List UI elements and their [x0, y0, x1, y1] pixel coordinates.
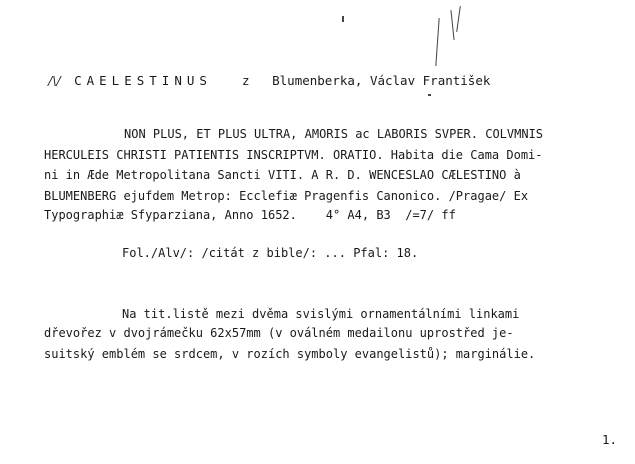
format-line: Fol./Alv/: /citát z bible/: ... Pfal: 18.	[122, 246, 419, 260]
pencil-mark-stroke	[435, 18, 439, 66]
note-line-3: suitský emblém se srdcem, v rozích symboly evangelistů); marginálie.	[44, 347, 536, 361]
title-line-5: Typographiæ Sfyparziana, Anno 1652. 4° A4, B3 /=7/ ff	[44, 208, 456, 222]
title-line-1: NON PLUS, ET PLUS ULTRA, AMORIS ac LABORIS SVPER. COLVMNIS	[124, 127, 544, 141]
page-number: 1.	[602, 432, 618, 447]
pencil-mark-dot	[342, 16, 344, 22]
pencil-mark-stroke	[450, 10, 454, 40]
name-particle: z	[242, 73, 250, 88]
note-line-2: dřevořez v dvojrámečku 62x57mm (v oválném medailonu uprostřed je-	[44, 326, 514, 340]
person-name: Blumenberka, Václav František	[272, 73, 491, 88]
title-line-4: BLUMENBERG ejufdem Metrop: Ecclefiæ Pragenfis Canonico. /Pragae/ Ex	[44, 189, 529, 203]
note-line-1: Na tit.listě mezi dvěma svislými ornamentálními linkami	[122, 307, 520, 321]
title-line-3: ni in Æde Metropolitana Sancti VITI. A R. D. WENCESLAO CÆLESTINO à	[44, 168, 521, 182]
title-line-2: HERCULEIS CHRISTI PATIENTIS INSCRIPTVM. ORATIO. Habita die Cama Domi-	[44, 148, 543, 162]
pencil-mark-stroke	[456, 6, 461, 32]
heading-line	[18, 60, 490, 102]
heading-mark: /\/	[48, 73, 61, 88]
author-name: CAELESTINUS	[74, 73, 212, 88]
